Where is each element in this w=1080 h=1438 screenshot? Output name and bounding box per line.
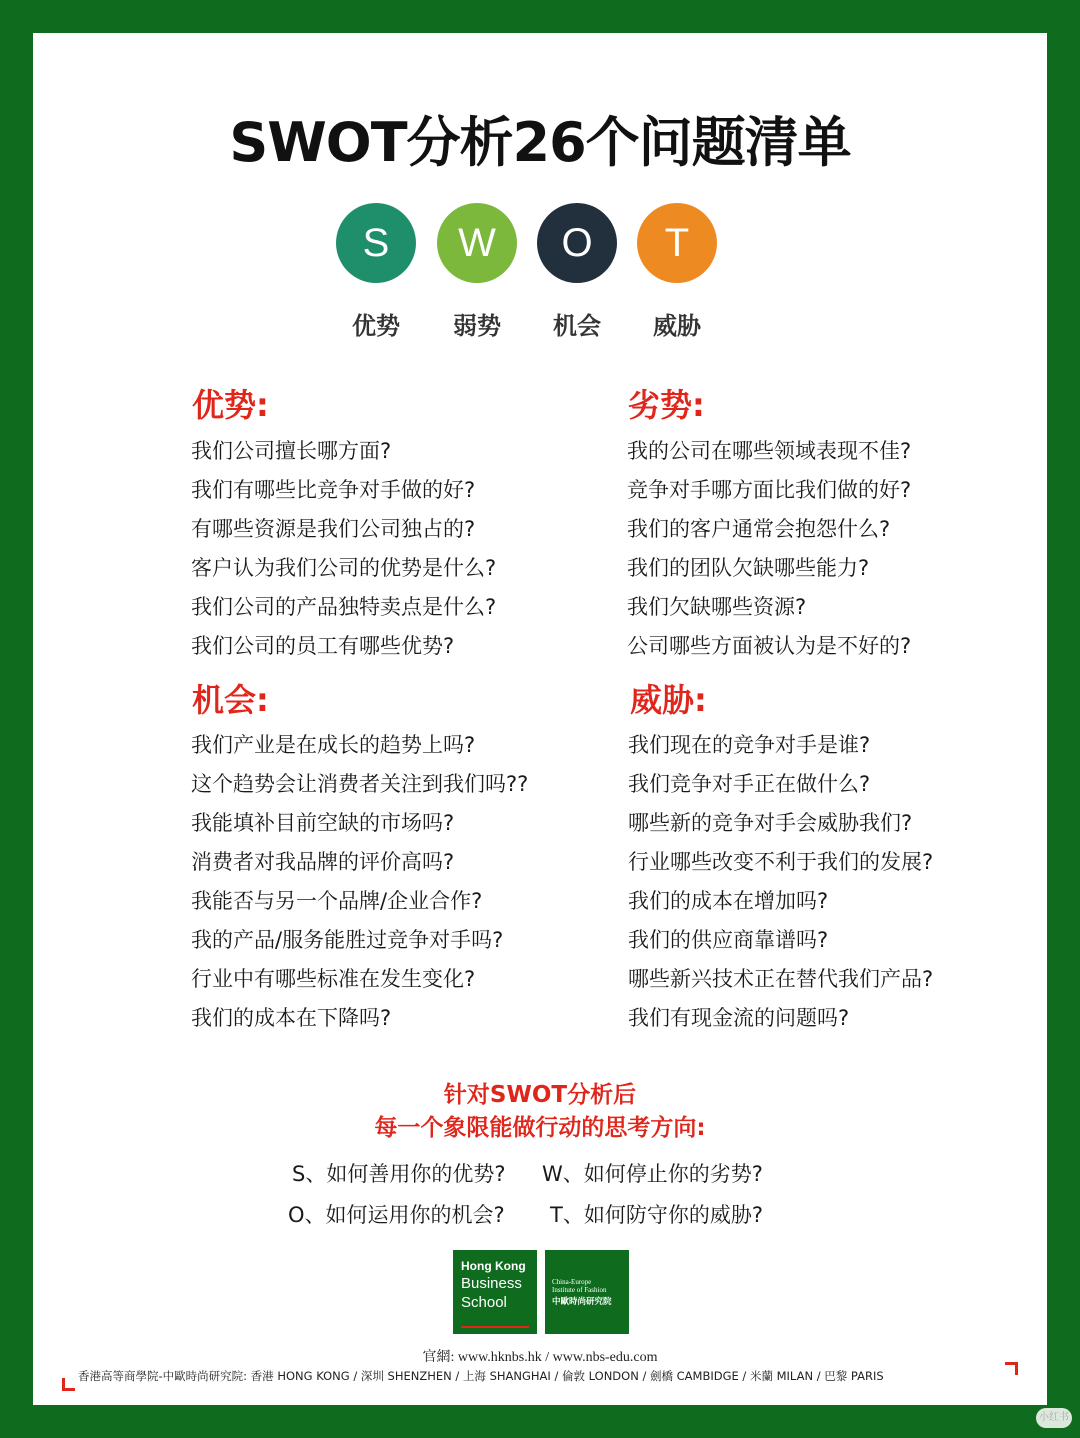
list-item: 行业中有哪些标准在发生变化? [191,967,476,991]
ceif-line3: 中歐時尚研究院 [552,1297,612,1307]
action-t: T、如何防守你的威胁? [550,1203,763,1227]
o-label: 机会 [553,312,601,340]
list-item: 我们有现金流的问题吗? [628,1006,850,1030]
weaknesses-heading: 劣势: [628,386,705,424]
opportunities-list [191,726,528,1038]
list-item: 哪些新兴技术正在替代我们产品? [628,967,934,991]
list-item: 我们的团队欠缺哪些能力? [627,556,870,580]
list-item: 我们公司的员工有哪些优势? [191,634,455,658]
corner-mark-left [62,1378,75,1391]
list-item: 我们公司擅长哪方面? [191,439,392,463]
list-item: 这个趋势会让消费者关注到我们吗?? [191,772,529,796]
s-label: 优势 [352,312,400,340]
action-w: W、如何停止你的劣势? [542,1162,763,1186]
strengths-heading: 优势: [192,386,269,424]
list-item: 行业哪些改变不利于我们的发展? [628,850,934,874]
o-circle: O [537,203,617,283]
list-item: 有哪些资源是我们公司独占的? [191,517,476,541]
list-item: 我的公司在哪些领域表现不佳? [627,439,912,463]
list-item: 我们公司的产品独特卖点是什么? [191,595,497,619]
list-item: 竞争对手哪方面比我们做的好? [627,478,912,502]
hkbs-underline [461,1326,529,1328]
list-item: 我们欠缺哪些资源? [627,595,807,619]
weaknesses-list [627,432,911,666]
list-item: 我们竞争对手正在做什么? [628,772,871,796]
list-item: 哪些新的竞争对手会威胁我们? [628,811,913,835]
list-item: 我们产业是在成长的趋势上吗? [191,733,476,757]
list-item: 公司哪些方面被认为是不好的? [627,634,912,658]
list-item: 我们的成本在增加吗? [628,889,829,913]
list-item: 消费者对我品牌的评价高吗? [191,850,455,874]
ceif-logo [545,1250,629,1334]
threats-heading: 威胁: [630,681,707,719]
ceif-line2: Institute of Fashion [552,1286,607,1294]
action-o: O、如何运用你的机会? [288,1203,505,1227]
t-circle: T [637,203,717,283]
list-item: 我们的成本在下降吗? [191,1006,392,1030]
list-item: 我们现在的竞争对手是谁? [628,733,871,757]
page-title: SWOT分析26个问题清单 [229,111,851,174]
w-circle: W [437,203,517,283]
list-item: 我的产品/服务能胜过竞争对手吗? [191,928,504,952]
watermark-badge: 小红书 [1036,1408,1072,1428]
strengths-list [191,432,496,666]
t-label: 威胁 [653,312,701,340]
actions-heading-2: 每一个象限能做行动的思考方向: [374,1115,706,1141]
hkbs-line3: School [461,1294,507,1311]
w-label: 弱势 [453,312,501,340]
hkbs-line1: Hong Kong [461,1259,526,1273]
hkbs-logo [453,1250,537,1334]
action-s: S、如何善用你的优势? [292,1162,506,1186]
actions-heading-1: 针对SWOT分析后 [443,1082,637,1108]
footer-website: 官網: www.hknbs.hk / www.nbs-edu.com [422,1350,658,1365]
footer-cities: 香港高等商學院-中歐時尚研究院: 香港 HONG KONG / 深圳 SHENZHEN / 上海 SHANGHAI / 倫敦 LONDON / 劍橋 CAMBIDGE / 米蘭 MILAN / 巴黎 PARIS [78,1369,884,1383]
s-circle: S [336,203,416,283]
hkbs-line2: Business [461,1275,522,1292]
list-item: 我们的客户通常会抱怨什么? [627,517,891,541]
list-item: 客户认为我们公司的优势是什么? [191,556,497,580]
list-item: 我能填补目前空缺的市场吗? [191,811,455,835]
list-item: 我能否与另一个品牌/企业合作? [191,889,483,913]
list-item: 我们的供应商靠谱吗? [628,928,829,952]
opportunities-heading: 机会: [192,681,269,719]
threats-list [628,726,933,1038]
list-item: 我们有哪些比竞争对手做的好? [191,478,476,502]
ceif-line1: China-Europe [552,1278,592,1286]
corner-mark-right [1005,1362,1018,1375]
